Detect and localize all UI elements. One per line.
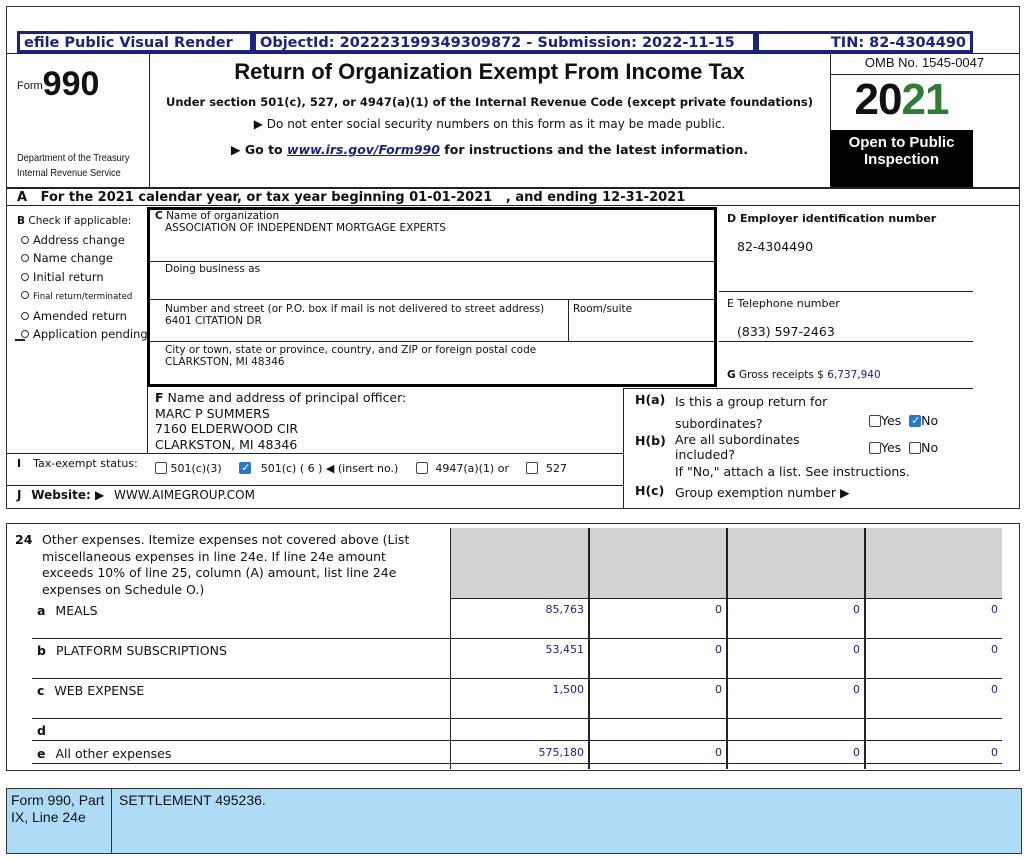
check-b-letter: B — [17, 215, 26, 227]
check-amended-return[interactable] — [21, 307, 148, 325]
object-id: ObjectId: 202223199349309872 - Submission: 2022-11-15 — [260, 35, 735, 51]
ha-question: Is this a group return for — [675, 394, 828, 409]
expense-row-a — [37, 603, 98, 618]
intro-line: exceeds 10% of line 25, column (A) amount, list line 24e — [42, 565, 397, 580]
omb-number: OMB No. 1545-0047 — [864, 55, 985, 70]
hb-question-2: included? — [675, 447, 735, 462]
form-number: 990 — [42, 65, 100, 103]
status-501c-checkbox[interactable] — [239, 462, 251, 474]
row-b-col-a: 53,451 — [545, 643, 584, 656]
hb-question-1: Are all subordinates — [675, 432, 800, 447]
line-a-tax-year: A For the 2021 calendar year, or tax year beginning 01-01-2021 , and ending 12-31-2021 — [17, 190, 686, 205]
notice-prefix: ▶ Go to — [230, 142, 288, 157]
hb-note: If "No," attach a list. See instructions. — [675, 464, 910, 479]
check-label: Address change — [33, 233, 125, 247]
row-letter: a — [37, 603, 46, 618]
tax-year — [830, 75, 973, 125]
efile-banner — [17, 31, 253, 53]
check-label: Final return/terminated — [33, 292, 133, 303]
ha-answer — [869, 413, 938, 428]
note-reference: Form 990, Part IX, Line 24e — [11, 792, 105, 825]
check-applicable-list — [21, 231, 148, 343]
ha-yes-label: Yes — [881, 413, 902, 428]
tax-status-label: Tax-exempt status: — [33, 457, 138, 470]
efile-label: efile Public Visual Render — [24, 35, 233, 51]
room-suite-label: Room/suite — [573, 303, 633, 315]
expense-line-number: 24 — [15, 532, 33, 547]
principal-officer: F Name and address of principal officer: MARC P SUMMERS 7160 ELDERWOOD CIR CLARKSTON, MI 48346 — [155, 390, 407, 452]
row-a-col-a: 85,763 — [545, 603, 584, 616]
hb-no-checkbox[interactable] — [909, 442, 921, 454]
row-label: WEB EXPENSE — [54, 683, 145, 698]
intro-line: miscellaneous expenses in line 24e. If line 24e amount — [42, 548, 386, 564]
status-4947-label: 4947(a)(1) or — [435, 462, 509, 475]
phone-label: E Telephone number — [727, 297, 840, 310]
hb-answer — [869, 440, 938, 455]
city-value: CLARKSTON, MI 48346 — [165, 356, 285, 368]
row-c-col-a: 1,500 — [552, 683, 584, 696]
row-c-col-c: 0 — [853, 683, 860, 696]
open-to-public-badge — [830, 130, 973, 187]
ha-yes-checkbox[interactable] — [869, 415, 881, 427]
ein-value: 82-4304490 — [737, 239, 814, 254]
ein-label: D Employer identification number — [727, 212, 937, 225]
row-b-col-d: 0 — [991, 643, 998, 656]
org-name-label-text: Name of organization — [166, 210, 280, 222]
gross-receipts: G Gross receipts $ 6,737,940 — [727, 369, 881, 381]
open-line-1: Open to Public — [848, 134, 955, 151]
treasury-dept — [17, 151, 129, 181]
status-4947-checkbox[interactable] — [416, 462, 428, 474]
hb-no-label: No — [921, 440, 939, 455]
row-a-col-d: 0 — [991, 603, 998, 616]
check-final-return[interactable] — [21, 286, 148, 306]
check-label: Amended return — [33, 308, 127, 323]
expense-intro — [42, 532, 409, 598]
row-label: PLATFORM SUBSCRIPTIONS — [55, 643, 227, 658]
irs-link[interactable]: www.irs.gov/Form990 — [287, 142, 440, 157]
ssn-notice: ▶ Do not enter social security numbers on this form as it may be made public. — [253, 117, 726, 131]
dept-line-1: Department of the Treasury — [17, 152, 130, 164]
row-e-col-a: 575,180 — [538, 746, 584, 759]
org-name-label: C Name of organization — [155, 210, 280, 222]
status-501c3-label: 501(c)(3) — [170, 462, 222, 475]
street-value: 6401 CITATION DR — [165, 315, 262, 327]
intro-line: Other expenses. Itemize expenses not covered above (List — [42, 532, 410, 547]
expense-row-b — [37, 643, 227, 658]
check-name-change[interactable] — [21, 249, 148, 267]
row-c-col-d: 0 — [991, 683, 998, 696]
tax-exempt-status: I Tax-exempt status: — [17, 457, 138, 470]
row-e-col-b: 0 — [715, 746, 722, 759]
phone-value: (833) 597-2463 — [737, 324, 835, 339]
notice-suffix: for instructions and the latest information. — [439, 142, 749, 157]
row-letter: d — [37, 723, 46, 738]
expense-row-d — [37, 723, 52, 738]
status-501c-label: 501(c) ( 6 ) ◀ (insert no.) — [260, 462, 399, 475]
ha-no-checkbox[interactable] — [909, 415, 921, 427]
row-letter: e — [37, 746, 46, 761]
expense-row-c — [37, 683, 144, 698]
form-number-block — [17, 65, 99, 104]
check-label: Initial return — [33, 269, 104, 284]
status-527-checkbox[interactable] — [526, 462, 538, 474]
status-527-label: 527 — [545, 462, 567, 475]
check-application-pending[interactable] — [21, 325, 148, 343]
ha-label: H(a) — [635, 392, 666, 407]
officer-street: 7160 ELDERWOOD CIR — [155, 421, 299, 436]
row-e-col-d: 0 — [991, 746, 998, 759]
row-c-col-b: 0 — [715, 683, 722, 696]
gross-label: Gross receipts $ — [738, 369, 824, 381]
expense-row-e — [37, 746, 171, 761]
ha-no-label: No — [921, 413, 939, 428]
website-label: Website: ▶ — [31, 488, 105, 502]
hb-label: H(b) — [635, 433, 666, 448]
website-value: WWW.AIMEGROUP.COM — [114, 488, 255, 502]
year-prefix: 20 — [854, 75, 902, 124]
check-label: Application pending — [33, 327, 148, 342]
website-row: J Website: ▶ WWW.AIMEGROUP.COM — [17, 488, 255, 502]
hc-label: H(c) — [635, 483, 665, 498]
row-label: MEALS — [55, 603, 98, 618]
officer-city: CLARKSTON, MI 48346 — [155, 436, 298, 452]
row-b-col-c: 0 — [853, 643, 860, 656]
officer-name: MARC P SUMMERS — [155, 405, 270, 421]
gross-value: 6,737,940 — [827, 369, 881, 381]
row-a-col-b: 0 — [715, 603, 722, 616]
form-prefix: Form — [17, 80, 43, 92]
hb-yes-checkbox[interactable] — [869, 442, 881, 454]
row-b-col-b: 0 — [715, 643, 722, 656]
city-label: City or town, state or province, country, and ZIP or foreign postal code — [165, 344, 537, 356]
other-expenses-panel — [6, 523, 1020, 771]
row-letter: b — [37, 643, 46, 658]
form-header-panel — [6, 6, 1020, 509]
row-e-col-c: 0 — [853, 746, 860, 759]
page-title: Return of Organization Exempt From Income Tax — [234, 59, 745, 84]
row-letter: c — [37, 683, 45, 698]
street-label: Number and street (or P.O. box if mail is not delivered to street address) — [165, 303, 545, 315]
officer-label: Name and address of principal officer: — [167, 390, 407, 405]
intro-line: expenses on Schedule O.) — [42, 581, 205, 597]
form-subtitle: Under section 501(c), 527, or 4947(a)(1) of the Internal Revenue Code (except private foundations) — [165, 95, 814, 109]
hb-question — [675, 432, 800, 462]
tin-value: TIN: 82-4304490 — [830, 35, 966, 51]
row-a-col-c: 0 — [853, 603, 860, 616]
hc-text: Group exemption number ▶ — [675, 485, 850, 500]
hb-yes-label: Yes — [881, 440, 902, 455]
org-name: ASSOCIATION OF INDEPENDENT MORTGAGE EXPERTS — [165, 222, 446, 234]
instructions-notice — [149, 142, 830, 157]
check-label: Name change — [33, 251, 113, 266]
check-b-label: Check if applicable: — [28, 215, 132, 227]
note-text: SETTLEMENT 495236. — [119, 792, 266, 808]
tax-status-options — [155, 462, 567, 475]
ha-question-2: subordinates? — [675, 416, 763, 431]
dba-label: Doing business as — [165, 263, 261, 275]
check-applicable-title — [17, 215, 131, 227]
check-initial-return[interactable] — [21, 268, 148, 286]
object-id-banner — [253, 31, 756, 53]
dept-line-2: Internal Revenue Service — [17, 167, 121, 179]
check-address-change[interactable] — [21, 231, 148, 249]
open-line-2: Inspection — [863, 151, 939, 168]
row-label: All other expenses — [55, 746, 172, 761]
year-suffix: 21 — [901, 75, 949, 124]
supplemental-note — [6, 788, 1022, 854]
status-501c3-checkbox[interactable] — [155, 462, 167, 474]
tin-banner — [756, 31, 973, 53]
